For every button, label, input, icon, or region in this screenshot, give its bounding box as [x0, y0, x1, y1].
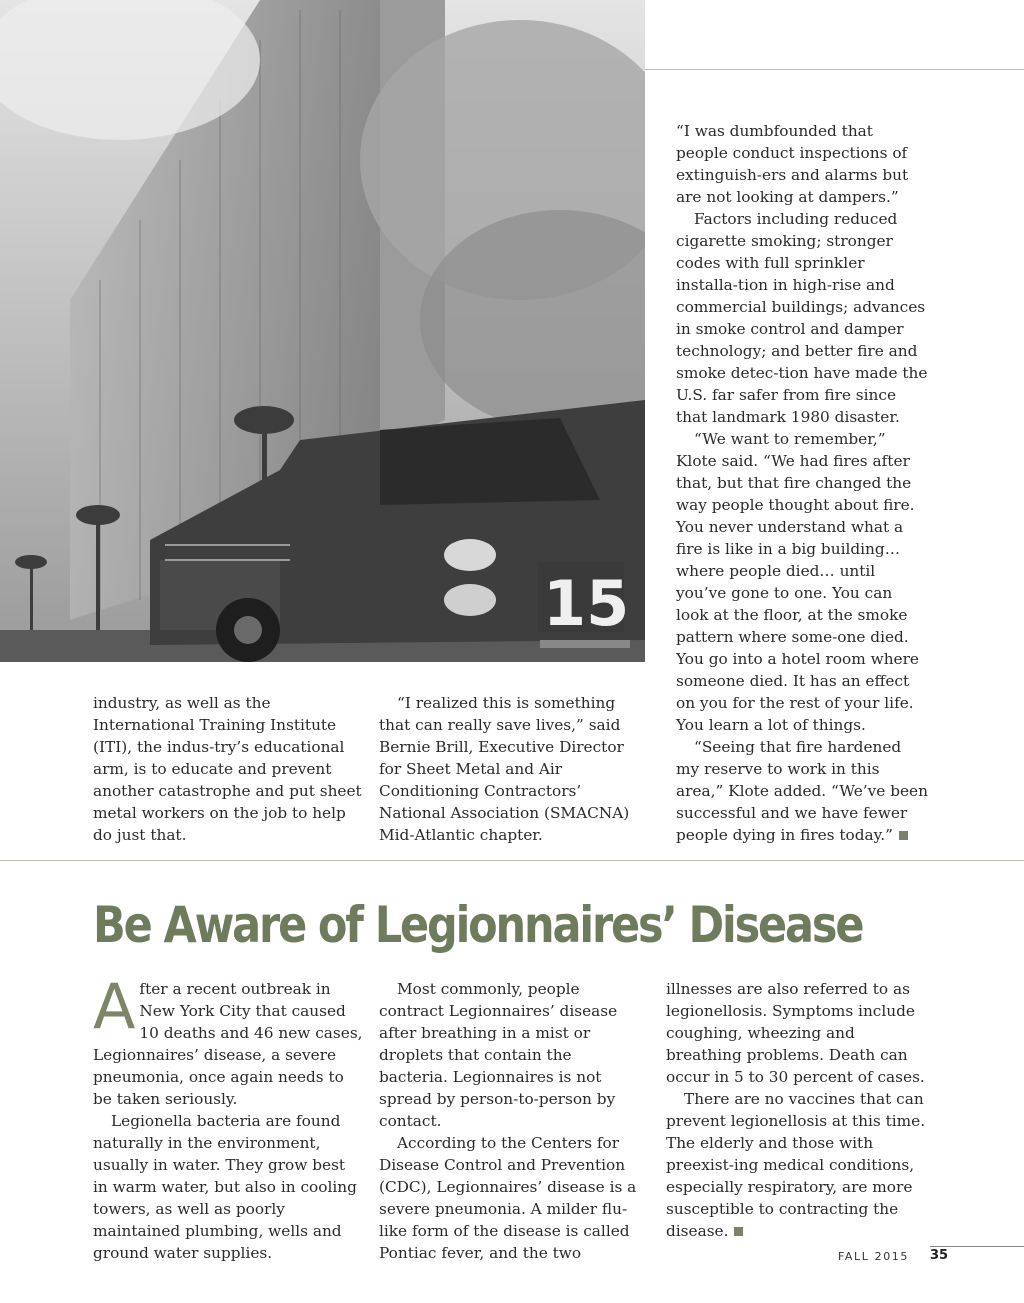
article-col1-p1	[93, 970, 363, 1110]
top-story-col1-text: industry, as well as the International Training Institute (ITI), the indus-try’s educational arm, is to educate and prevent another catastrophe and put sheet metal workers on the job to help do just that.	[93, 694, 362, 844]
top-story-col3	[676, 120, 928, 846]
top-story-col3-p4	[676, 736, 928, 846]
article-col1-p2: Legionella bacteria are found naturally in the environment, usually in water. They grow best in warm water, but also in cooling towers, as well as poorly maintained plumbing, wells and ground water supplies.	[93, 1112, 357, 1262]
top-rule	[645, 69, 1024, 70]
top-story-col3-p3: “We want to remember,” Klote said. “We had fires after that, but that fire changed the way people thought about fire. You never understand what a fire is like in a big building… where people died… until you’ve gone to one. You can look at the floor, at the smoke pattern where some-one died. You go into a hotel room where someone died. It has an effect on you for the rest of your life. You learn a lot of things.	[676, 430, 919, 734]
page-number: 35	[930, 1248, 949, 1263]
article-col2-p2: According to the Centers for Disease Control and Prevention (CDC), Legionnaires’ disease is a severe pneumonia. A milder flu-like form of the disease is called Pontiac fever, and the two	[379, 1134, 637, 1262]
fire-scene-illustration	[0, 0, 645, 662]
end-mark-icon	[899, 831, 908, 840]
fire-photo	[0, 0, 645, 662]
engine-number: 15	[543, 567, 630, 640]
footer-rule	[930, 1246, 1024, 1247]
article-col3-p2	[666, 1088, 928, 1242]
drop-cap: A	[93, 970, 136, 1043]
article-col3-p1: illnesses are also referred to as legionellosis. Symptoms include coughing, wheezing and breathing problems. Death can occur in 5 to 30 percent of cases.	[666, 980, 925, 1086]
article-col3-p2-text: There are no vaccines that can prevent legionellosis at this time. The elderly and those with preexist-ing medical conditions, especially respiratory, are more susceptible to contracting the disease.	[666, 1090, 926, 1240]
article-col2	[379, 978, 643, 1264]
top-story-col3-p4-text: “Seeing that fire hardened my reserve to work in this area,” Klote added. “We’ve been successful and we have fewer people dying in fires today.”	[676, 738, 928, 844]
top-story-col2-text: “I realized this is something that can really save lives,” said Bernie Brill, Executive Director for Sheet Metal and Air Conditioning Contractors’ National Association (SMACNA) Mid-Atlantic chapter.	[379, 694, 630, 844]
top-story-col3-p1: “I was dumbfounded that people conduct inspections of extinguish-ers and alarms but are not looking at dampers.”	[676, 122, 909, 206]
article-col2-p1: Most commonly, people contract Legionnaires’ disease after breathing in a mist or droplets that contain the bacteria. Legionnaires is not spread by person-to-person by contact.	[379, 980, 618, 1130]
article-col1-p1-text: fter a recent outbreak in New York City that caused 10 deaths and 46 new cases, Legionnaires’ disease, a severe pneumonia, once again needs to be taken seriously.	[93, 980, 363, 1108]
article-headline: Be Aware of Legionnaires’ Disease	[93, 896, 863, 954]
top-story-col2	[379, 692, 631, 846]
article-col1	[93, 970, 363, 1264]
end-mark-icon	[734, 1227, 743, 1236]
top-story-col3-p2: Factors including reduced cigarette smoking; stronger codes with full sprinkler installa-tion in high-rise and commercial buildings; advances in smoke control and damper technology; and better fire and smoke detec-tion have made the U.S. far safer from fire since that landmark 1980 disaster.	[676, 210, 928, 426]
article-col3	[666, 978, 928, 1242]
footer-issue: FALL 2015	[838, 1250, 909, 1263]
section-divider	[0, 860, 1024, 861]
top-story-col1	[93, 692, 363, 846]
